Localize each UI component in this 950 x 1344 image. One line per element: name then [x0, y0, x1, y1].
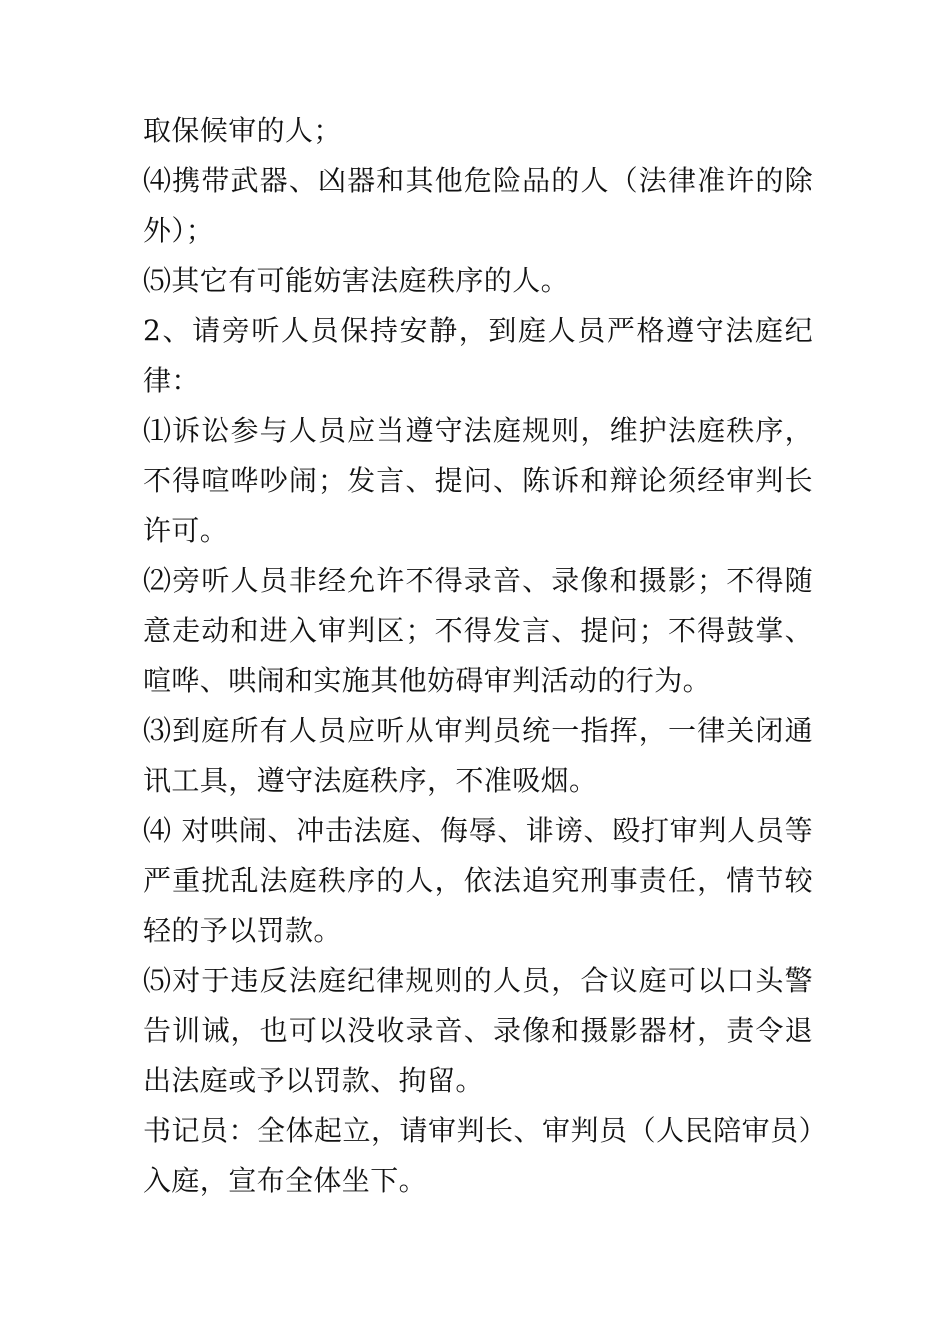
- paragraph-item-4-weapons: ⑷携带武器、凶器和其他危险品的人（法律准许的除外）；: [143, 164, 813, 247]
- paragraph-rule-3: ⑶到庭所有人员应听从审判员统一指挥，一律关闭通讯工具，遵守法庭秩序，不准吸烟。: [143, 714, 813, 797]
- paragraph-rule-1: ⑴诉讼参与人员应当遵守法庭规则，维护法庭秩序，不得喧哗吵闹；发言、提问、陈诉和辩论须经审判长许可。: [143, 414, 813, 547]
- paragraph-clerk-announcement: 书记员：全体起立，请审判长、审判员（人民陪审员）入庭，宣布全体坐下。: [143, 1114, 813, 1197]
- paragraph-rule-5: ⑸对于违反法庭纪律规则的人员，合议庭可以口头警告训诫，也可以没收录音、录像和摄影器材，责令退出法庭或予以罚款、拘留。: [143, 964, 813, 1097]
- paragraph-rule-4: ⑷ 对哄闹、冲击法庭、侮辱、诽谤、殴打审判人员等严重扰乱法庭秩序的人，依法追究刑事责任，情节较轻的予以罚款。: [143, 814, 813, 947]
- paragraph-continuation: 取保候审的人；: [143, 114, 342, 147]
- paragraph-rule-2: ⑵旁听人员非经允许不得录音、录像和摄影；不得随意走动和进入审判区；不得发言、提问；不得鼓掌、喧哗、哄闹和实施其他妨碍审判活动的行为。: [143, 564, 813, 697]
- paragraph-section-2-heading: 2、请旁听人员保持安静，到庭人员严格遵守法庭纪律：: [143, 314, 813, 397]
- paragraph-item-5-others: ⑸其它有可能妨害法庭秩序的人。: [143, 264, 570, 297]
- document-body: [143, 106, 813, 1206]
